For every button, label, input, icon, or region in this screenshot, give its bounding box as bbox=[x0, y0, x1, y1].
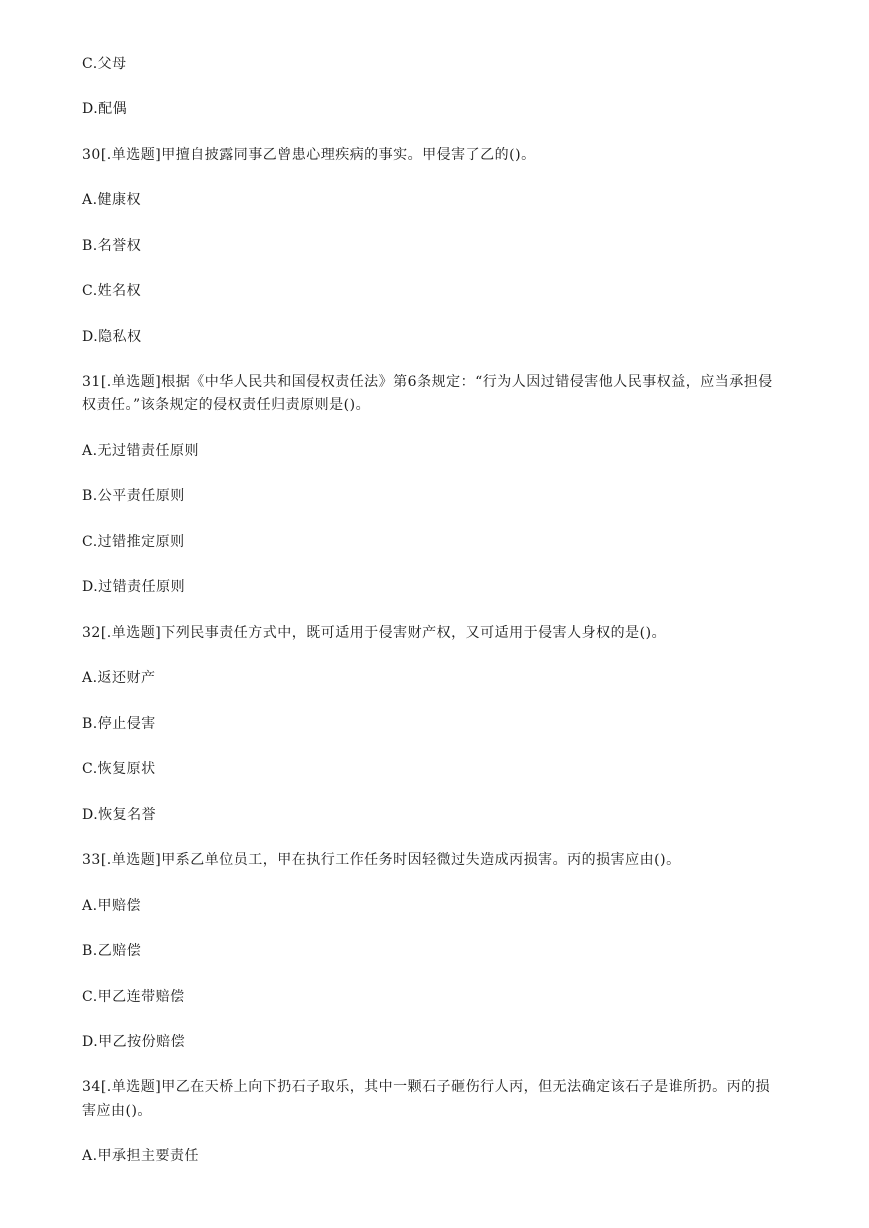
option-q30-d: D.隐私权 bbox=[82, 329, 142, 345]
question-31-line-2: 权责任。”该条规定的侵权责任归责原则是()。 bbox=[82, 397, 371, 413]
option-q30-c: C.姓名权 bbox=[82, 283, 142, 299]
option-q34-a: A.甲承担主要责任 bbox=[82, 1148, 200, 1164]
question-33: 33[.单选题]甲系乙单位员工，甲在执行工作任务时因轻微过失造成丙损害。丙的损害应由()。 bbox=[82, 852, 681, 868]
option-q31-a: A.无过错责任原则 bbox=[82, 443, 200, 459]
option-q29-d: D.配偶 bbox=[82, 101, 128, 117]
option-q33-c: C.甲乙连带赔偿 bbox=[82, 989, 185, 1005]
option-q33-b: B.乙赔偿 bbox=[82, 943, 142, 959]
option-q30-a: A.健康权 bbox=[82, 192, 142, 208]
option-q32-d: D.恢复名誉 bbox=[82, 807, 157, 823]
option-q30-b: B.名誉权 bbox=[82, 238, 142, 254]
option-q32-b: B.停止侵害 bbox=[82, 716, 156, 732]
option-q29-c: C.父母 bbox=[82, 56, 127, 72]
option-q31-b: B.公平责任原则 bbox=[82, 488, 185, 504]
option-q31-d: D.过错责任原则 bbox=[82, 579, 186, 595]
option-q32-a: A.返还财产 bbox=[82, 670, 156, 686]
question-31-line-1: 31[.单选题]根据《中华人民共和国侵权责任法》第6条规定：“行为人因过错侵害他人民事权益，应当承担侵 bbox=[82, 374, 773, 390]
option-q32-c: C.恢复原状 bbox=[82, 761, 156, 777]
option-q33-d: D.甲乙按份赔偿 bbox=[82, 1034, 186, 1050]
question-34-line-1: 34[.单选题]甲乙在天桥上向下扔石子取乐，其中一颗石子砸伤行人丙，但无法确定该石子是谁所扔。丙的损 bbox=[82, 1079, 771, 1095]
question-34-line-2: 害应由()。 bbox=[82, 1103, 152, 1119]
question-30: 30[.单选题]甲擅自披露同事乙曾患心理疾病的事实。甲侵害了乙的()。 bbox=[82, 147, 536, 163]
option-q33-a: A.甲赔偿 bbox=[82, 898, 142, 914]
option-q31-c: C.过错推定原则 bbox=[82, 534, 185, 550]
question-32: 32[.单选题]下列民事责任方式中，既可适用于侵害财产权，又可适用于侵害人身权的是()。 bbox=[82, 625, 667, 641]
